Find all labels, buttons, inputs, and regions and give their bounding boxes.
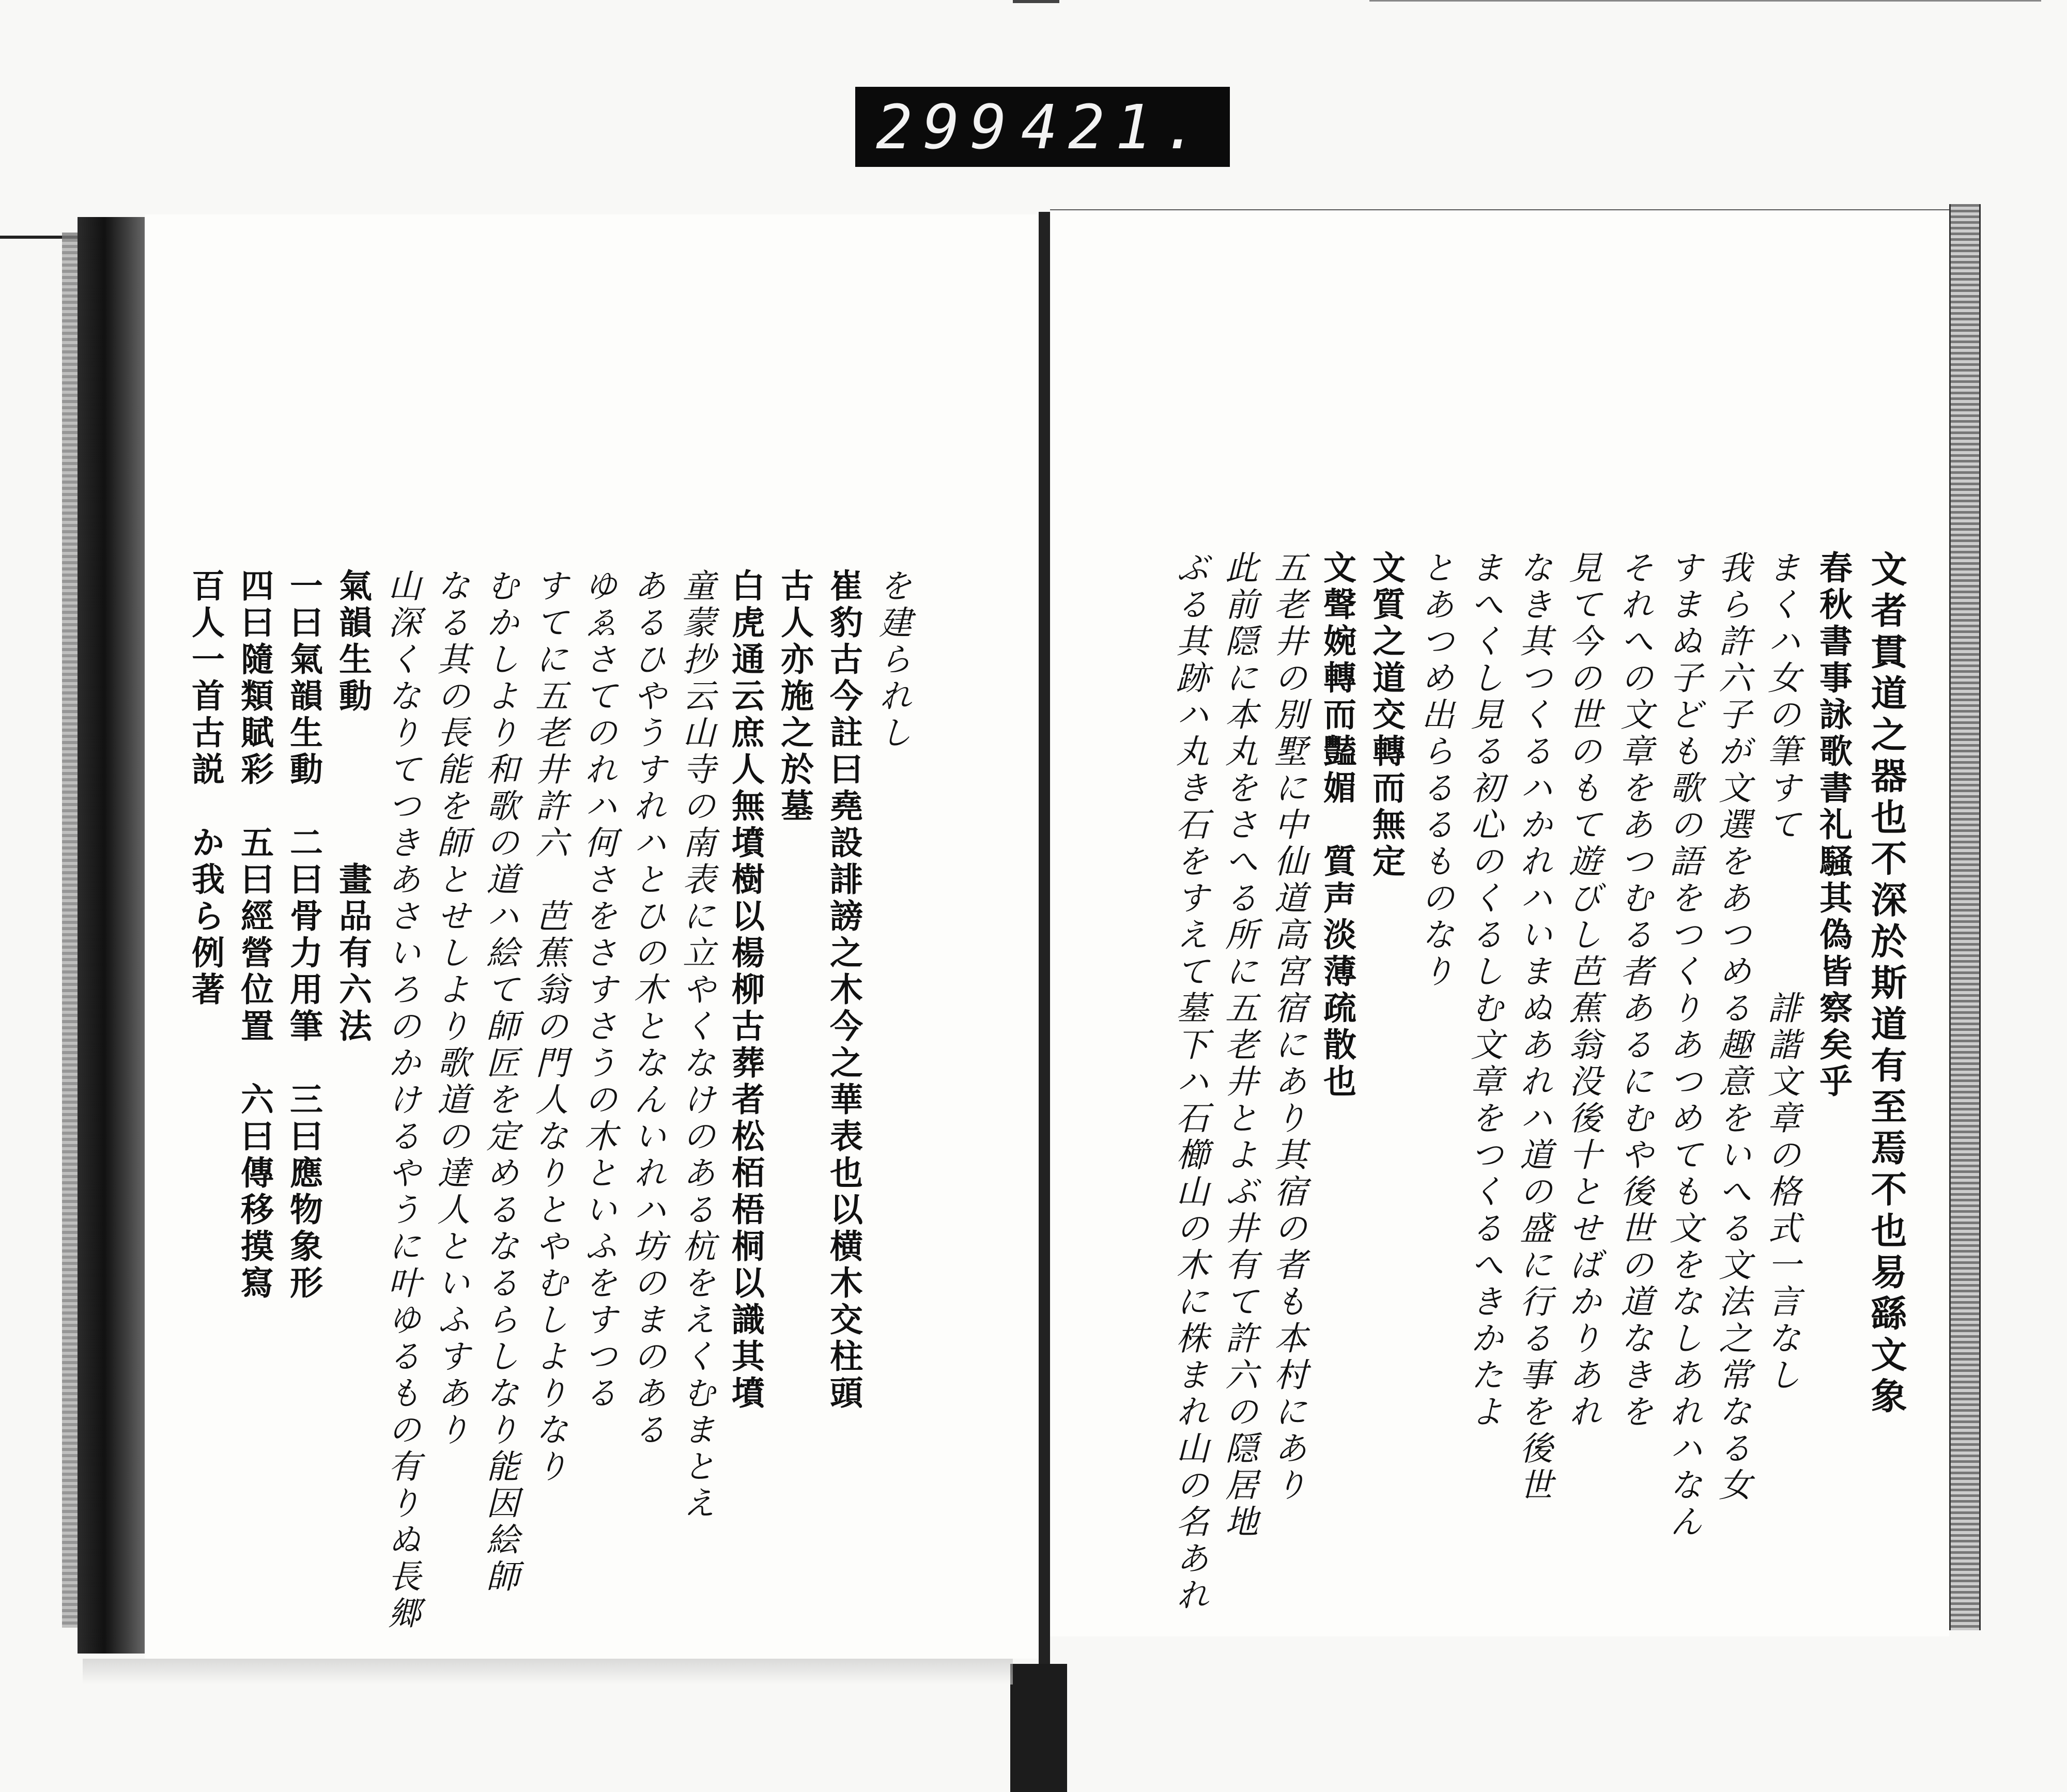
- left-page-line: 百人一首古説 か我ら例著: [186, 568, 225, 1009]
- left-page-line: あるひやうすれハとひの木となんいれハ坊のまのある: [628, 568, 666, 1449]
- left-binding-shadow: [78, 217, 145, 1654]
- right-page-line: それへの文章をあつむる者あるにむや後世の道なきを: [1615, 550, 1653, 1431]
- left-page-line: 白虎通云庶人無墳樹以楊柳古葬者松栢梧桐以識其墳: [726, 568, 765, 1412]
- right-page-line: すまぬ子ども歌の語をつくりあつめても文をなしあれハなん: [1664, 550, 1702, 1541]
- right-page-line: 見て今の世のもて遊びし芭蕉翁没後十とせばかりあれ: [1563, 550, 1601, 1431]
- left-page-line: 古人亦施之於墓: [775, 568, 814, 825]
- frame-number-left: 299: [876, 91, 1017, 163]
- right-page-edges: [1949, 204, 1981, 1630]
- book-gutter: [1039, 212, 1050, 1710]
- left-page-line: 崔豹古今註曰堯設誹謗之木今之華表也以横木交柱頭: [824, 568, 863, 1412]
- right-page-line: なき其つくるハかれハいまぬあれハ道の盛に行る事を後世: [1514, 550, 1552, 1504]
- right-page-line: 五老井の別墅に中仙道高宮宿にあり其宿の者も本村にあり: [1269, 550, 1307, 1504]
- left-page-line: 山深くなりてつきあさいろのかけるやうに叶ゆるもの有りぬ長郷: [382, 568, 421, 1632]
- left-page-line: 一曰氣韻生動 二曰骨力用筆 三曰應物象形: [284, 568, 323, 1302]
- right-page-line: とあつめ出らるるものなり: [1416, 550, 1454, 991]
- right-page-line: 文質之道交轉而無定: [1367, 550, 1406, 880]
- right-page-line: まくハ女の筆すて 誹諧文章の格式一言なし: [1762, 550, 1800, 1394]
- page-bottom-shadow: [83, 1659, 1013, 1685]
- left-page-line: ゆゑさてのれハ何さをさすさうの木といふをすつる: [579, 568, 617, 1412]
- left-page-edges: [62, 233, 78, 1628]
- left-page-line: 氣韻生動 畫品有六法: [333, 568, 372, 1045]
- frame-number-right: 421.: [1021, 91, 1209, 163]
- left-page-line: 童蒙抄云山寺の南表に立やくなけのある杭をえくむまとえ: [677, 568, 715, 1522]
- gutter-clip: [1010, 1664, 1067, 1792]
- right-page-line: ぶる其跡ハ丸き石をすえて墓下ハ石櫛山の木に株まれ山の名あれ: [1170, 550, 1209, 1614]
- right-page-line: 此前隠に本丸をさへる所に五老井とよぶ井有て許六の隠居地: [1220, 550, 1258, 1541]
- left-page-line: すてに五老井許六 芭蕉翁の門人なりとやむしよりなり: [530, 568, 568, 1486]
- left-page-line: なる其の長能を師とせしより歌道の達人といふすあり: [431, 568, 470, 1449]
- right-page-line: まへくし見る初心のくるしむ文章をつくるへきかたよ: [1465, 550, 1503, 1431]
- right-page-line: 春秋書事詠歌書礼騒其偽皆察矣乎: [1814, 550, 1853, 1101]
- left-page-line: 四曰隨類賦彩 五曰經營位置 六曰傳移摸寫: [235, 568, 274, 1302]
- right-page-line: 我ら許六子が文選をあつめる趣意をいへる文法之常なる女: [1713, 550, 1751, 1504]
- right-page-line: 文聲婉轉而豔媚 質声淡薄疏散也: [1318, 550, 1356, 1101]
- left-page-line: を建られし: [873, 568, 912, 752]
- left-page-line: むかしより和歌の道ハ絵て師匠を定めるなるらしなり能因絵師: [481, 568, 519, 1596]
- right-page-line: 文者貫道之器也不深於斯道有至焉不也易繇文象: [1865, 550, 1908, 1418]
